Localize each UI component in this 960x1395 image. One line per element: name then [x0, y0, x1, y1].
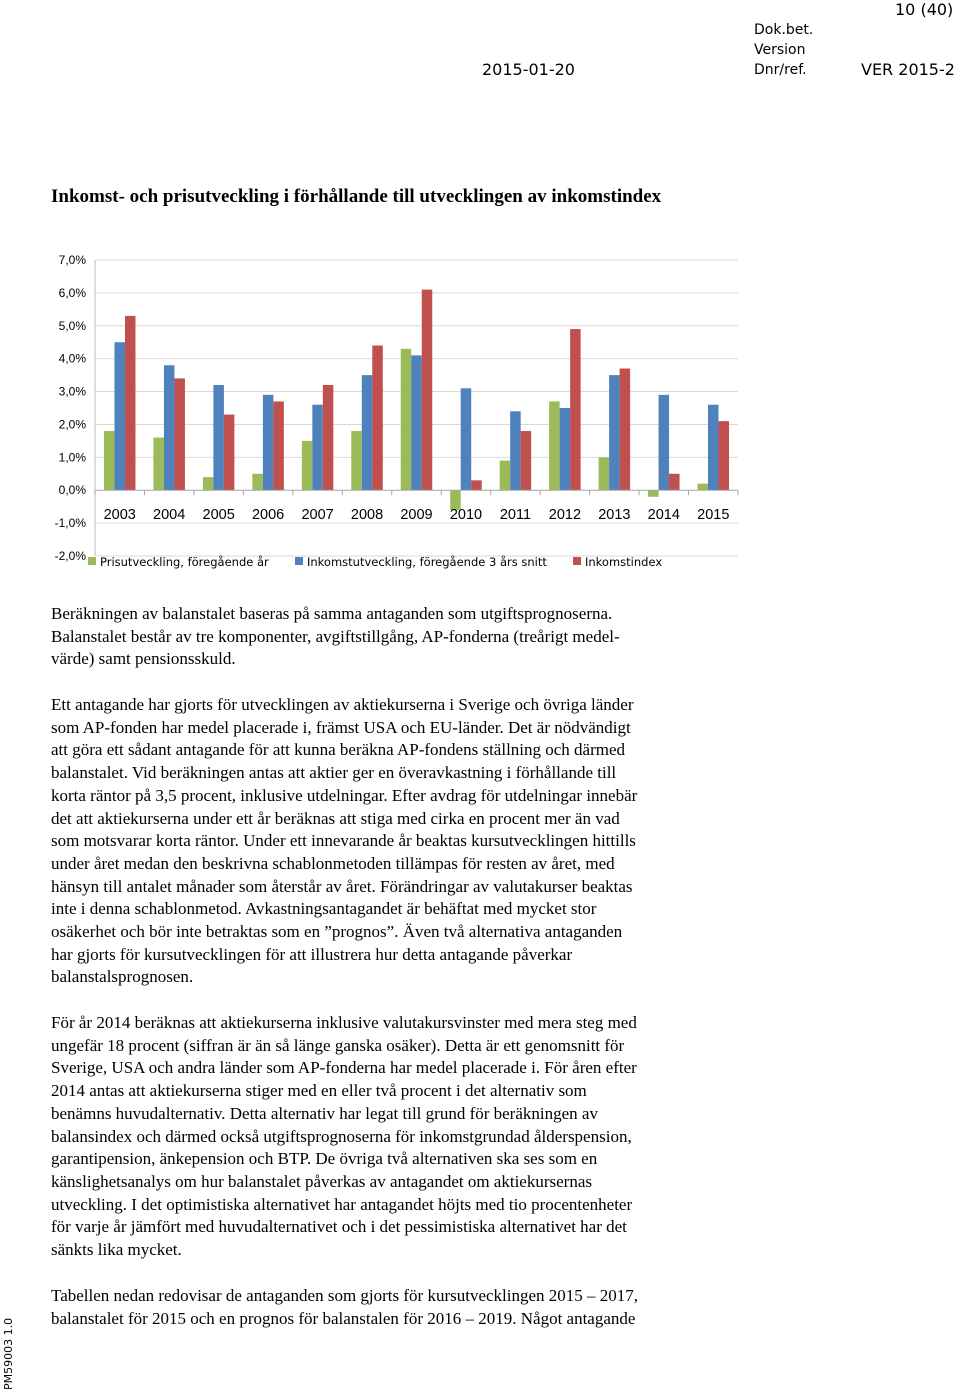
bar: [174, 378, 185, 490]
bar: [599, 457, 610, 490]
bar: [224, 415, 235, 491]
x-tick-label: 2010: [449, 507, 483, 524]
bar: [302, 441, 313, 490]
y-tick-label: 1,0%: [58, 450, 86, 465]
legend-label: Inkomstindex: [585, 555, 663, 569]
bar: [213, 385, 224, 490]
bar: [708, 405, 719, 491]
x-tick-label: 2015: [697, 507, 730, 524]
bar: [719, 421, 730, 490]
y-tick-label: 5,0%: [58, 318, 86, 333]
y-axis-ticks: [55, 253, 87, 563]
bar: [698, 484, 709, 491]
bar: [648, 490, 659, 497]
paragraph-line: balansindex och därmed också utgiftsprognoserna för inkomstgrundad ålderspension,: [51, 1126, 632, 1146]
bar: [422, 290, 433, 491]
bar: [164, 365, 175, 490]
bar: [560, 408, 571, 490]
x-tick-label: 2009: [400, 507, 433, 524]
bar: [609, 375, 620, 490]
bar: [273, 401, 284, 490]
bar: [104, 431, 115, 490]
paragraph-line: sänkts lika mycket.: [51, 1240, 182, 1260]
bar: [312, 405, 323, 491]
version-label: Version: [754, 42, 806, 58]
y-tick-label: 6,0%: [58, 285, 86, 300]
paragraph-line: 2014 antas att aktiekurserna stiger med en eller två procent i det alternativ som: [51, 1081, 587, 1101]
bar: [471, 480, 482, 490]
document-ref: VER 2015-2: [861, 60, 955, 79]
paragraph-line: under året medan den beskrivna schablonmetoden tillämpas för resten av året, med: [51, 853, 615, 873]
paragraph-line: balanstalet. Vid beräkningen antas att aktier ger en överavkastning i förhållande till: [51, 763, 617, 783]
y-tick-label: 7,0%: [58, 253, 86, 267]
bar: [203, 477, 214, 490]
bar: [362, 375, 373, 490]
x-tick-label: 2014: [647, 507, 680, 524]
bar: [125, 316, 136, 490]
paragraph-line: ungefär 18 procent (siffran är än så länge ganska osäker). Detta är ett genomsnitt för: [51, 1035, 625, 1055]
bar: [252, 474, 263, 490]
bar: [620, 369, 631, 491]
legend-label: Inkomstutveckling, föregående 3 års snitt: [307, 555, 547, 569]
bar: [659, 395, 670, 490]
bar: [521, 431, 532, 490]
x-tick-label: 2005: [202, 507, 235, 524]
paragraph-line: har gjorts för kursutvecklingen för att illustrera hur detta antagande påverkar: [51, 944, 573, 964]
paragraph-line: som AP-fonden har medel placerade i, främst USA och EU-länder. Det är nödvändigt: [51, 717, 631, 737]
paragraph-line: Ett antagande har gjorts för utvecklingen av aktiekurserna i Sverige och övriga länder: [51, 695, 634, 714]
x-tick-label: 2003: [103, 507, 136, 524]
paragraph-line: det att aktiekurserna under ett år beräknas att stiga med cirka en procent mer än vad: [51, 808, 620, 828]
paragraph-line: Balanstalet består av tre komponenter, avgiftstillgång, AP-fonderna (treårigt medel-: [51, 626, 620, 646]
paragraph-line: värde) samt pensionsskuld.: [51, 649, 236, 669]
legend-swatch: [88, 557, 96, 565]
paragraph-line: benämns huvudalternativ. Detta alternativ har legat till grund för beräkningen av: [51, 1103, 598, 1123]
bar: [549, 401, 560, 490]
paragraph-4: [51, 1285, 751, 1330]
paragraph-line: För år 2014 beräknas att aktiekurserna inklusive valutakursvinster med mera steg med: [51, 1013, 637, 1032]
paragraph-line: Beräkningen av balanstalet baseras på samma antaganden som utgiftsprognoserna.: [51, 604, 613, 623]
x-tick-label: 2007: [301, 507, 334, 524]
paragraph-3: [51, 1012, 751, 1262]
paragraph-line: utveckling. I det optimistiska alternativet har antagandet höjts med tio procentenheter: [51, 1194, 633, 1214]
paragraph-line: att göra ett sådant antagande för att kunna beräkna AP-fondens ställning och därmed: [51, 740, 626, 760]
bar: [114, 342, 125, 490]
paragraph-1: [51, 603, 751, 671]
form-code: PM59003 1.0: [2, 1317, 15, 1390]
x-axis-ticks: [95, 490, 738, 523]
paragraph-line: som motsvarar korta räntor. Under ett innevarande år beaktas kursutvecklingen hittills: [51, 831, 636, 851]
y-tick-label: 4,0%: [58, 351, 86, 366]
legend: [88, 555, 662, 569]
bar: [510, 411, 521, 490]
y-tick-label: -1,0%: [54, 516, 86, 531]
bar: [401, 349, 412, 490]
paragraph-line: för varje år jämfört med huvudalternativet och i det pessimistiska alternativet har det: [51, 1217, 627, 1237]
x-tick-label: 2006: [251, 507, 285, 524]
paragraph-line: balanstalsprognosen.: [51, 967, 194, 987]
dnr-label: Dnr/ref.: [754, 62, 807, 78]
bar: [669, 474, 680, 490]
y-tick-label: 0,0%: [58, 483, 86, 498]
x-tick-label: 2004: [153, 507, 186, 524]
bar: [461, 388, 472, 490]
paragraph-line: garantipension, änkepension och BTP. De övriga två alternativen ska ses som en: [51, 1149, 598, 1169]
legend-swatch: [295, 557, 303, 565]
paragraph-line: Sverige, USA och andra länder som AP-fonderna har medel placerade i. För åren efter: [51, 1058, 637, 1078]
paragraph-2: [51, 694, 751, 989]
legend-swatch: [573, 557, 581, 565]
x-tick-label: 2008: [350, 507, 384, 524]
bar: [351, 431, 362, 490]
legend-label: Prisutveckling, föregående år: [100, 555, 269, 569]
bar: [263, 395, 274, 490]
x-tick-label: 2011: [499, 507, 532, 524]
paragraph-line: korta räntor på 3,5 procent, inklusive utdelningar. Efter avdrag för utdelningar innebär: [51, 785, 638, 805]
chart-heading: Inkomst- och prisutveckling i förhållande till utvecklingen av inkomstindex: [51, 186, 662, 207]
document-date: 2015-01-20: [482, 60, 575, 79]
y-tick-label: -2,0%: [54, 549, 86, 563]
paragraph-line: känslighetsanalys om hur balanstalet påverkas av antagandet om aktiekursernas: [51, 1171, 592, 1191]
paragraph-line: hänsyn till antalet månader som återstår av året. Förändringar av valutakurser beaktas: [51, 876, 633, 896]
page-number: 10 (40): [895, 0, 954, 19]
bar: [153, 438, 164, 491]
paragraph-line: Tabellen nedan redovisar de antaganden som gjorts för kursutvecklingen 2015 – 2017,: [51, 1286, 639, 1305]
bars: [104, 290, 729, 510]
doc-label: Dok.bet.: [754, 22, 814, 38]
bar: [570, 329, 581, 490]
y-tick-label: 3,0%: [58, 384, 86, 399]
y-tick-label: 2,0%: [58, 417, 86, 432]
bar-chart: [40, 245, 750, 585]
bar: [500, 461, 511, 491]
bar: [323, 385, 334, 490]
x-tick-label: 2013: [598, 507, 631, 524]
paragraph-line: balanstalet för 2015 och en prognos för balanstalen för 2016 – 2019. Något antagande: [51, 1308, 636, 1328]
bar: [372, 346, 383, 491]
bar: [411, 355, 422, 490]
x-tick-label: 2012: [548, 507, 582, 524]
paragraph-line: osäkerhet och bör inte betraktas som en ”prognos”. Även två alternativa antaganden: [51, 922, 623, 942]
paragraph-line: inte i denna schablonmetod. Avkastningsantagandet är behäftat med mycket stor: [51, 899, 597, 919]
